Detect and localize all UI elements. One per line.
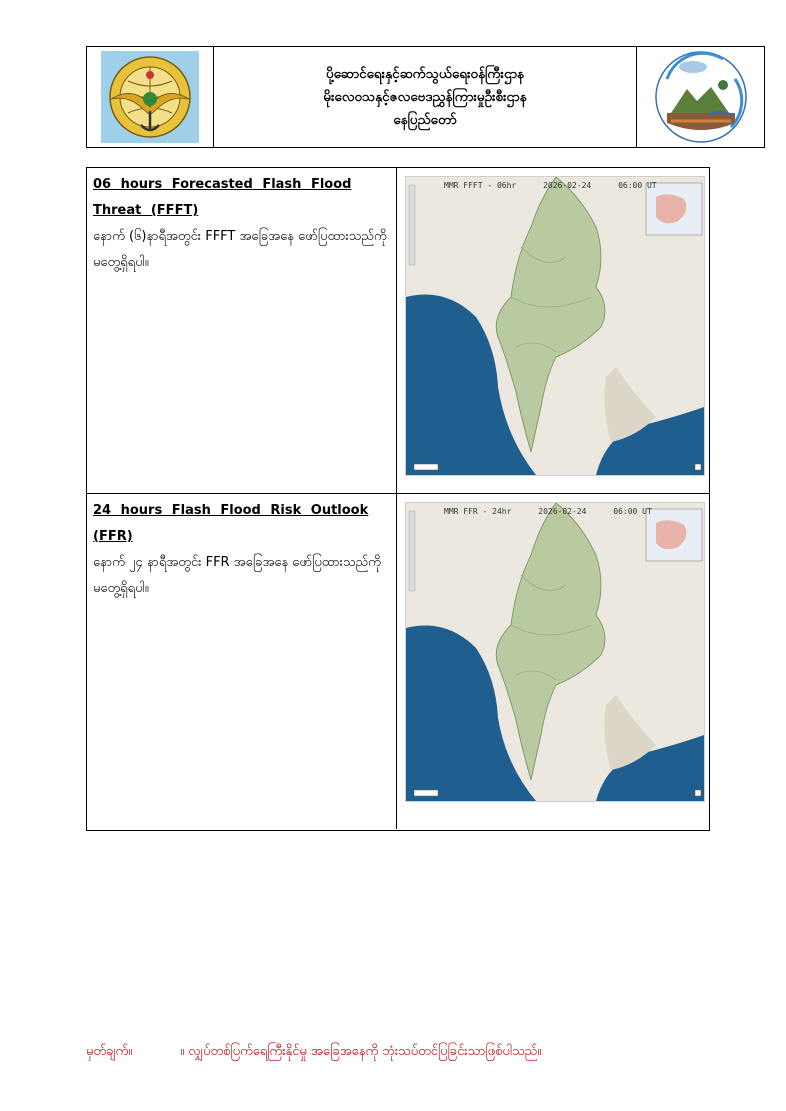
myanmar-map-icon <box>406 177 704 475</box>
map-caption <box>444 181 679 190</box>
ministry-name: ပို့ဆောင်ရေးနှင့်ဆက်သွယ်ရေးဝန်ကြီးဌာန <box>326 65 524 82</box>
map-product: MMR FFR - 24hr <box>444 507 512 516</box>
letterhead-title <box>214 47 636 147</box>
footer-note <box>86 1043 541 1062</box>
map-date: 2026-02-24 <box>538 507 587 516</box>
map-date: 2026-02-24 <box>543 181 592 190</box>
table-row <box>87 494 709 829</box>
ffr-map <box>405 502 705 802</box>
table-row <box>87 168 709 494</box>
row-description <box>87 168 397 493</box>
ministry-logo <box>87 47 214 147</box>
row-title: 24 hours Flash Flood Risk Outlook (FFR) <box>93 503 369 544</box>
department-name: မိုးလေဝသနှင့်ဇလဗေဒညွှန်ကြားမှုဦးစီးဌာန <box>323 88 527 105</box>
map-time: 06:00 UT <box>613 507 652 516</box>
forecast-table <box>86 167 710 831</box>
ffft-map <box>405 176 705 476</box>
letterhead <box>86 46 765 148</box>
ministry-emblem-icon <box>101 51 199 143</box>
row-map-cell <box>397 494 709 829</box>
row-text: နောက် ၂၄ နာရီအတွင်း FFR အခြေအနေ ဖော်ပြထားသည်ကို မတွေ့ရှိရပါ။ <box>93 555 381 596</box>
row-map-cell <box>397 168 709 493</box>
row-title: 06 hours Forecasted Flash Flood Threat (FFFT) <box>93 177 352 218</box>
footer-text: ။ လျှပ်တစ်ပြက်ရေကြီးနိုင်မှု အခြေအနေကို ဘုံးသပ်တင်ပြခြင်းသာဖြစ်ပါသည်။ <box>180 1044 542 1059</box>
map-time: 06:00 UT <box>618 181 657 190</box>
row-description <box>87 494 397 829</box>
department-logo <box>636 47 764 147</box>
map-product: MMR FFFT - 06hr <box>444 181 517 190</box>
myanmar-map-icon <box>406 503 704 801</box>
city-name: နေပြည်တော် <box>393 111 457 128</box>
map-caption <box>444 507 674 516</box>
water-cycle-logo-icon <box>653 49 749 145</box>
footer-label: မှတ်ချက်။ <box>86 1044 133 1059</box>
row-text: နောက် (၆)နာရီအတွင်း FFFT အခြေအနေ ဖော်ပြထားသည်ကို မတွေ့ရှိရပါ။ <box>93 229 387 270</box>
